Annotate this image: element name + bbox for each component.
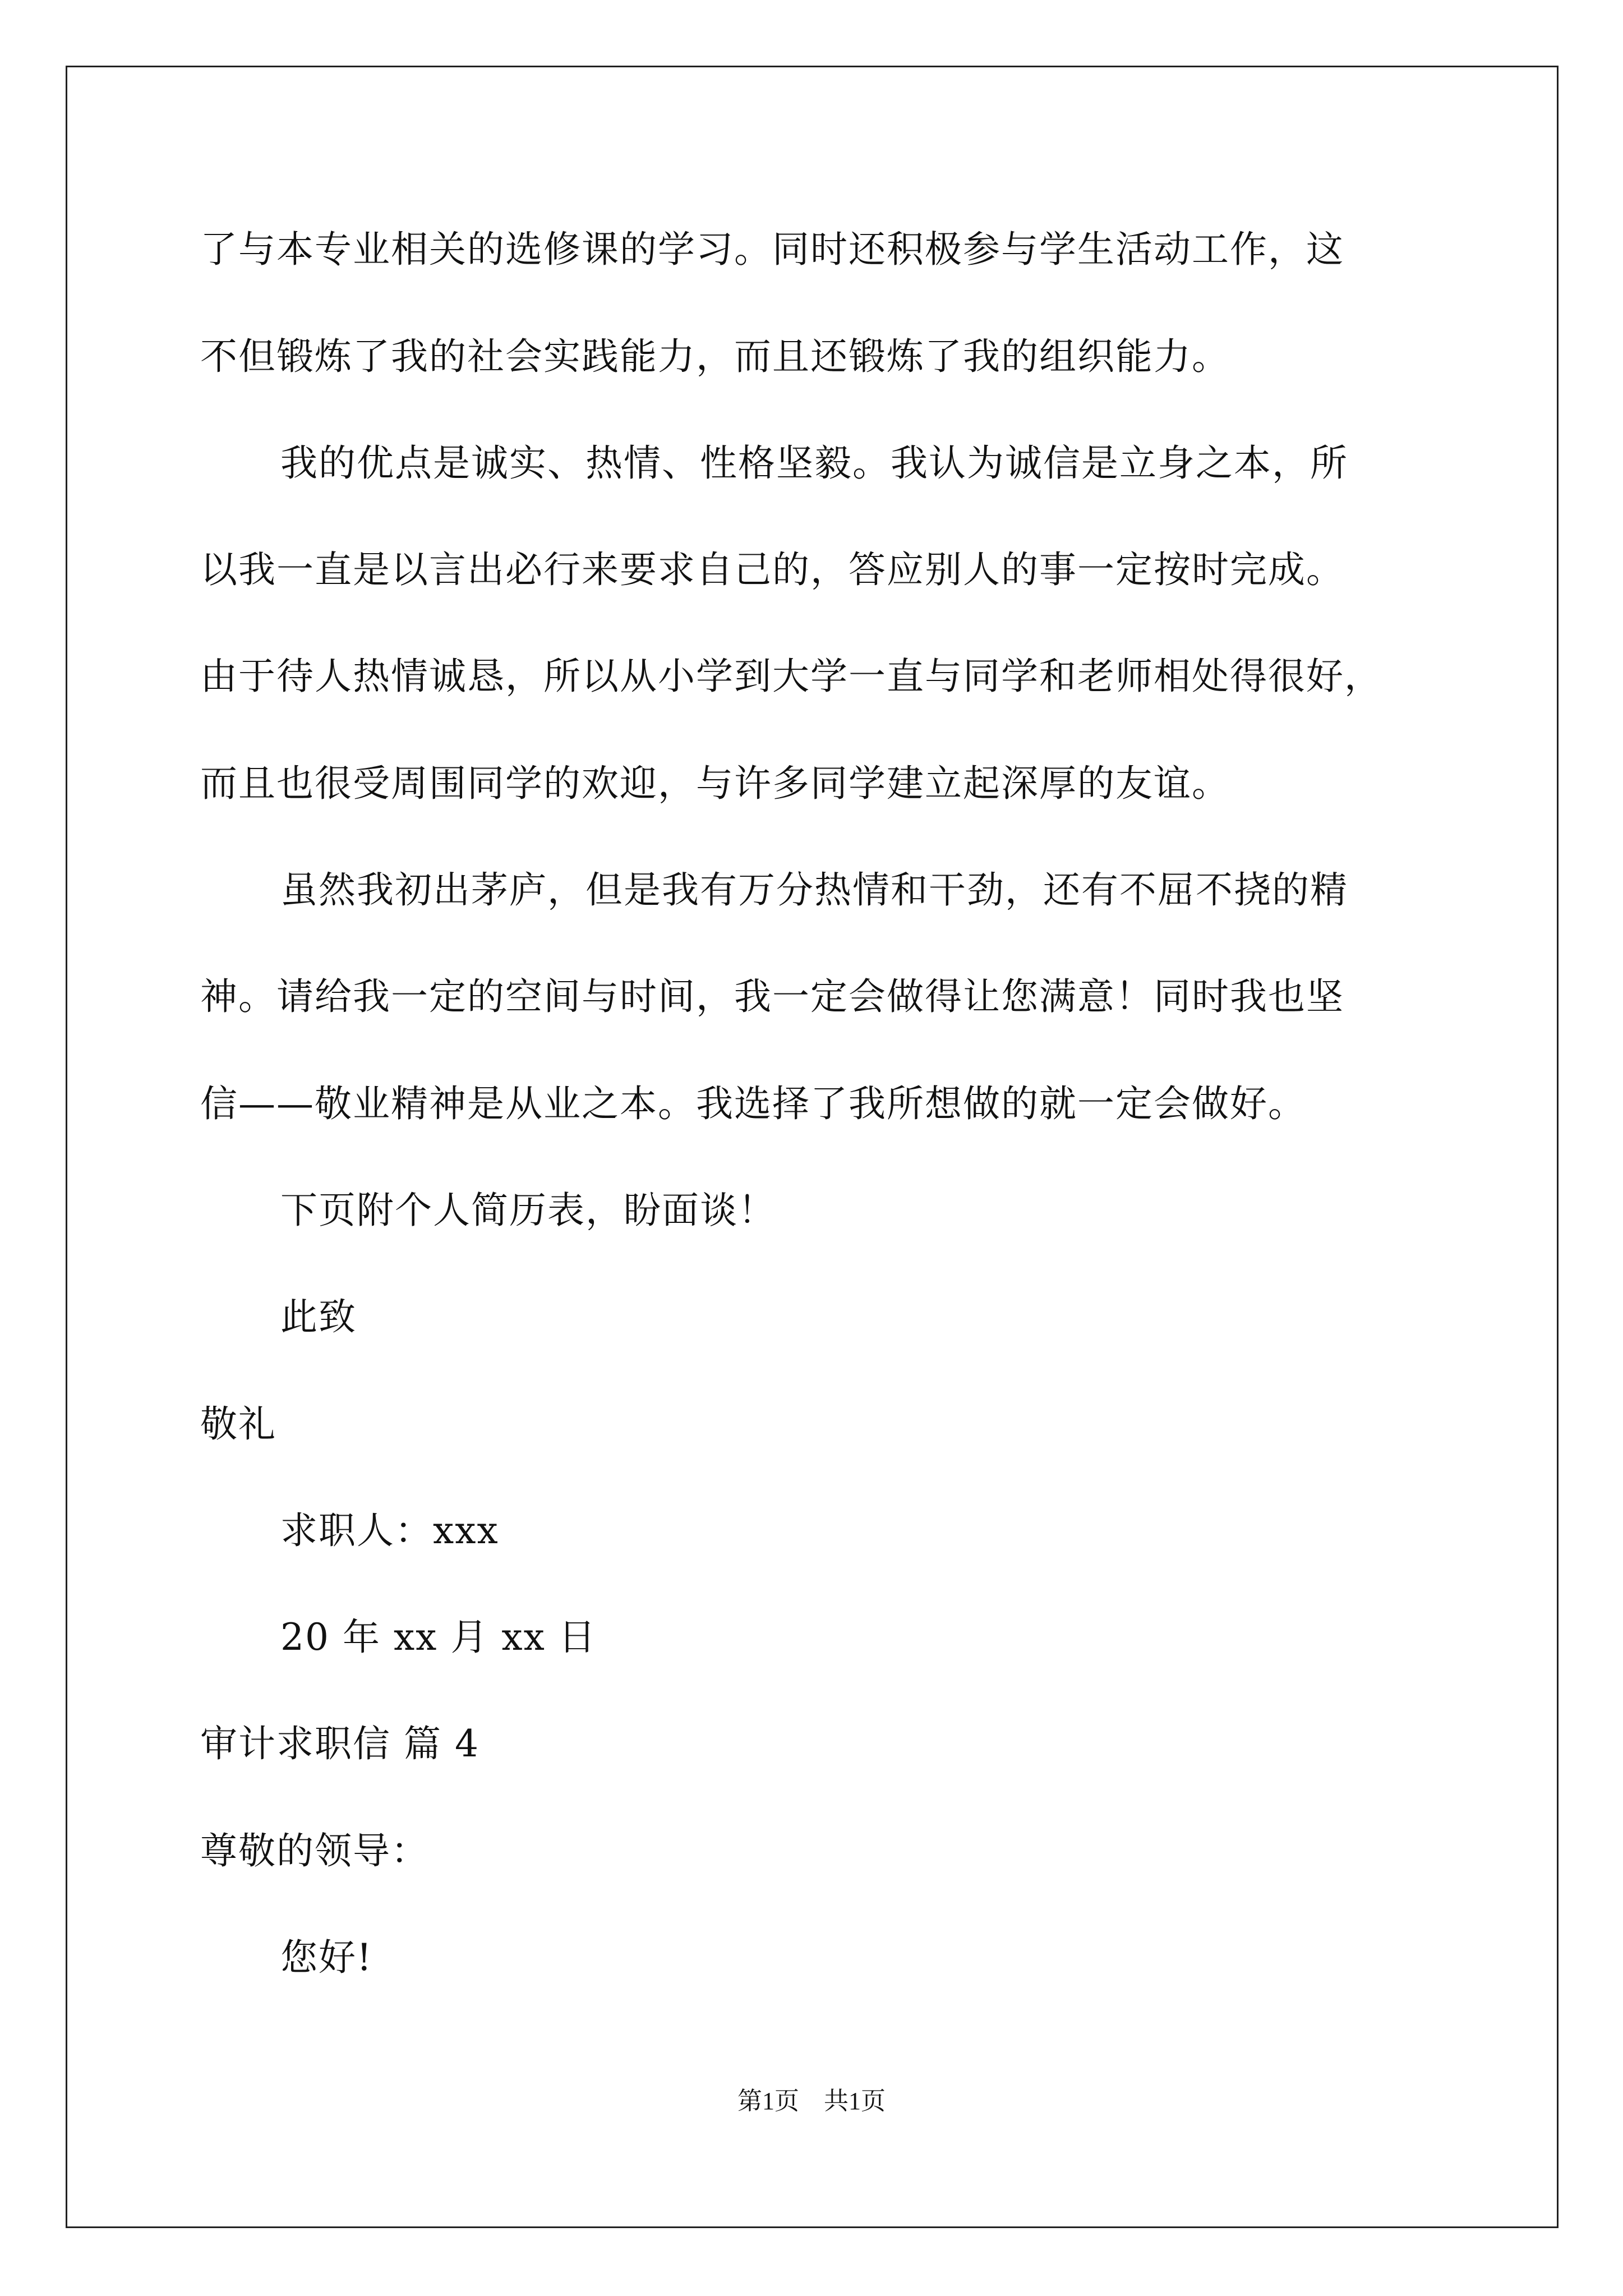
page-frame	[66, 66, 1559, 2228]
body-line-7: 虽然我初出茅庐，但是我有万分热情和干劲，还有不屈不挠的精	[280, 868, 1348, 912]
body-line-2: 不但锻炼了我的社会实践能力，而且还锻炼了我的组织能力。	[200, 335, 1230, 378]
body-line-10: 下页附个人简历表，盼面谈！	[280, 1189, 776, 1232]
section-heading: 审计求职信 篇 4	[200, 1722, 479, 1765]
letter-hello: 您好!	[280, 1936, 373, 1979]
body-line-8: 神。请给我一定的空间与时间，我一定会做得让您满意！同时我也坚	[200, 975, 1344, 1018]
body-line-4: 以我一直是以言出必行来要求自己的，答应别人的事一定按时完成。	[200, 548, 1344, 591]
body-line-1: 了与本专业相关的选修课的学习。同时还积极参与学生活动工作，这	[200, 228, 1344, 271]
body-line-6: 而且也很受周围同学的欢迎，与许多同学建立起深厚的友谊。	[200, 762, 1230, 805]
body-line-5: 由于待人热情诚恳，所以从小学到大学一直与同学和老师相处得很好，	[200, 655, 1382, 698]
closing-salutation: 此致	[280, 1295, 357, 1338]
page-footer: 第1页 共1页	[737, 2087, 886, 2115]
signature-applicant: 求职人：xxx	[280, 1509, 499, 1552]
letter-greeting: 尊敬的领导：	[200, 1829, 429, 1872]
closing-regards: 敬礼	[200, 1402, 276, 1446]
body-line-3: 我的优点是诚实、热情、性格坚毅。我认为诚信是立身之本，所	[280, 441, 1348, 485]
signature-date: 20 年 xx 月 xx 日	[280, 1616, 597, 1659]
body-line-9: 信——敬业精神是从业之本。我选择了我所想做的就一定会做好。	[200, 1082, 1306, 1125]
